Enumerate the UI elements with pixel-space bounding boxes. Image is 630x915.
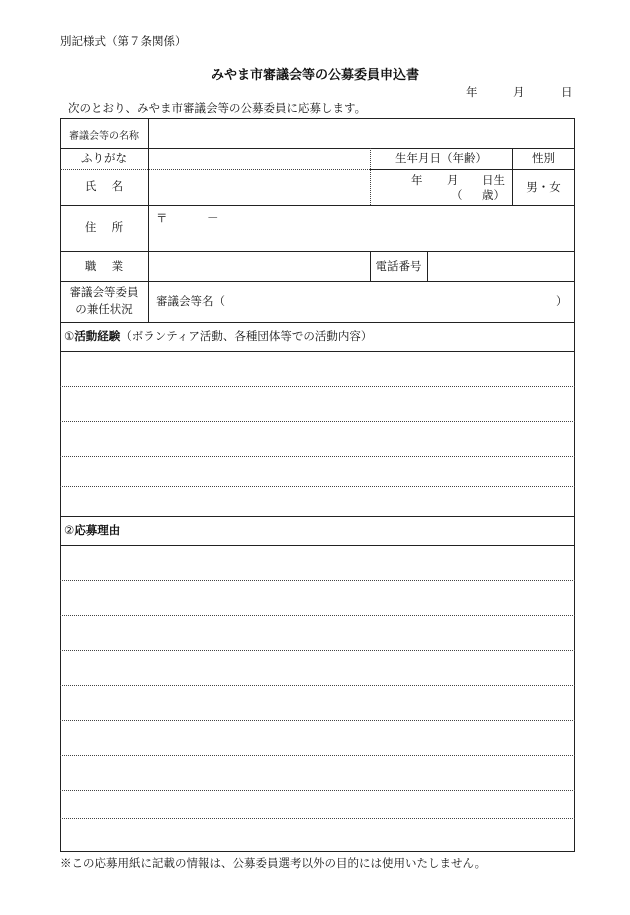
birth-year-label: 年 bbox=[411, 173, 423, 187]
address-label: 住 所 bbox=[84, 220, 124, 234]
occupation-input[interactable] bbox=[149, 252, 369, 280]
council-name-input[interactable] bbox=[149, 119, 574, 147]
form-reference: 別記様式（第７条関係） bbox=[60, 34, 187, 48]
address-input[interactable] bbox=[149, 206, 574, 250]
occupation-label: 職 業 bbox=[84, 259, 124, 273]
date-month-label: 月 bbox=[513, 85, 525, 99]
concurrent-council-field: 審議会等名（ bbox=[156, 294, 225, 308]
birth-month-label: 月 bbox=[447, 173, 459, 187]
activity-heading bbox=[64, 331, 372, 343]
section1-number: ① bbox=[64, 329, 75, 343]
application-reason-textarea[interactable] bbox=[61, 546, 574, 851]
row-divider bbox=[60, 281, 575, 282]
age-suffix: 歳） bbox=[482, 188, 505, 202]
activity-experience-textarea[interactable] bbox=[61, 352, 574, 515]
furigana-label: ふりがな bbox=[81, 151, 127, 165]
phone-input[interactable] bbox=[428, 252, 574, 280]
postal-dash: － bbox=[207, 211, 219, 225]
reason-heading bbox=[64, 525, 120, 537]
council-name-label: 審議会等の名称 bbox=[69, 131, 139, 142]
sex-label: 性別 bbox=[532, 151, 555, 165]
concurrent-label-line2: の兼任状況 bbox=[75, 302, 133, 316]
intro-text: 次のとおり、みやま市審議会等の公募委員に応募します。 bbox=[68, 101, 367, 115]
name-label: 氏 名 bbox=[84, 179, 124, 193]
date-day-label: 日 bbox=[561, 85, 573, 99]
section2-number: ② bbox=[64, 523, 75, 537]
page-title: みやま市審議会等の公募委員申込書 bbox=[210, 68, 419, 83]
concurrent-close-paren: ） bbox=[556, 294, 568, 308]
furigana-input[interactable] bbox=[149, 149, 369, 168]
phone-label: 電話番号 bbox=[375, 259, 422, 273]
birth-day-label: 日生 bbox=[482, 173, 505, 187]
row-divider bbox=[370, 169, 575, 170]
section1-note: （ボランティア活動、各種団体等での活動内容） bbox=[120, 329, 373, 343]
privacy-note: ※この応募用紙に記載の情報は、公募委員選考以外の目的には使用いたしません。 bbox=[60, 856, 487, 870]
concurrent-label-line1: 審議会等委員 bbox=[69, 285, 139, 299]
date-year-label: 年 bbox=[466, 85, 478, 99]
section2-title: 応募理由 bbox=[74, 523, 121, 537]
section-divider bbox=[60, 516, 575, 517]
postal-mark: 〒 bbox=[156, 211, 168, 225]
age-open: （ bbox=[451, 188, 463, 202]
row-divider bbox=[60, 322, 575, 323]
section1-title: 活動経験 bbox=[74, 329, 121, 343]
sex-options[interactable]: 男・女 bbox=[526, 180, 561, 194]
birthdate-label: 生年月日（年齢） bbox=[395, 151, 487, 165]
name-input[interactable] bbox=[149, 170, 369, 204]
